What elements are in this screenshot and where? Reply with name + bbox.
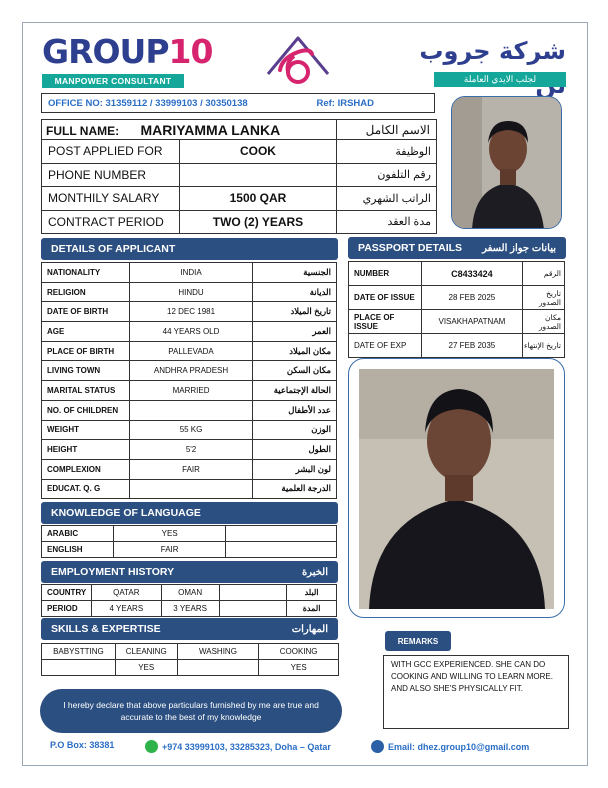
table-row <box>42 163 437 187</box>
table-row: YES YES <box>42 660 339 676</box>
applicant-photo-small <box>451 96 562 229</box>
fullname-label: FULL NAME: <box>46 123 120 138</box>
table-row: ENGLISH FAIR <box>42 542 337 558</box>
table-row: DATE OF EXP 27 FEB 2035 تاريخ الإنتهاء <box>349 334 565 358</box>
section-header-applicant <box>41 238 338 260</box>
section-header-employment <box>41 561 338 583</box>
row-arabic: مدة العقد <box>337 210 437 234</box>
footer-email[interactable]: Email: dhez.group10@gmail.com <box>371 740 529 753</box>
office-bar <box>41 93 435 113</box>
row-value <box>179 163 337 187</box>
fullname-arabic: الاسم الكامل <box>337 120 437 140</box>
company-logo-arabic: شركة جروب <box>419 37 566 65</box>
table-row: DATE OF BIRTH 12 DEC 1981 تاريخ الميلاد <box>42 302 337 322</box>
portrait-image <box>359 369 554 609</box>
table-row: HEIGHT 5'2 الطول <box>42 440 337 460</box>
basic-info-table <box>41 119 437 234</box>
table-row: RELIGION HINDU الديانة <box>42 282 337 302</box>
applicant-photo-large <box>348 358 565 618</box>
table-row: DATE OF ISSUE 28 FEB 2025 تاريخ الصدور <box>349 286 565 310</box>
section-title: DETAILS OF APPLICANT <box>51 243 176 255</box>
logo-subtitle: MANPOWER CONSULTANT <box>42 74 184 88</box>
section-header-language <box>41 502 338 524</box>
table-row <box>42 140 437 164</box>
row-value: 1500 QAR <box>179 187 337 211</box>
employment-table <box>41 584 337 617</box>
table-row: COMPLEXION FAIR لون البشر <box>42 459 337 479</box>
fullname-row <box>42 120 437 140</box>
remarks-header: REMARKS <box>385 631 451 651</box>
table-row: PERIOD 4 YEARS 3 YEARS المدة <box>42 601 337 617</box>
table-row: LIVING TOWN ANDHRA PRADESH مكان السكن <box>42 361 337 381</box>
row-label: POST APPLIED FOR <box>42 140 180 164</box>
table-row: WEIGHT 55 KG الوزن <box>42 420 337 440</box>
row-label: MONTHILY SALARY <box>42 187 180 211</box>
table-row: ARABIC YES <box>42 526 337 542</box>
row-arabic: الوظيفة <box>337 140 437 164</box>
section-title-arabic: الخبرة <box>301 566 328 578</box>
skills-table <box>41 643 339 676</box>
office-number: OFFICE NO: 31359112 / 33999103 / 30350138 <box>48 97 248 109</box>
language-table <box>41 525 337 558</box>
fullname-value: MARIYAMMA LANKA <box>140 121 281 138</box>
section-header-passport <box>348 237 566 259</box>
table-row <box>42 210 437 234</box>
declaration-text: I hereby declare that above particulars furnished by me are true and accurate to the best of my knowledge <box>63 700 319 722</box>
row-value: TWO (2) YEARS <box>179 210 337 234</box>
email-icon <box>371 740 384 753</box>
table-row <box>42 187 437 211</box>
table-row: PLACE OF ISSUE VISAKHAPATNAM مكان الصدور <box>349 310 565 334</box>
row-value: COOK <box>179 140 337 164</box>
footer-phone: +974 33999103, 33285323, Doha – Qatar <box>145 740 331 753</box>
section-title-arabic: بيانات جواز السفر <box>482 242 556 254</box>
section-title: SKILLS & EXPERTISE <box>51 623 161 635</box>
table-row: AGE 44 YEARS OLD العمر <box>42 322 337 342</box>
table-row: COUNTRY QATAR OMAN البلد <box>42 585 337 601</box>
section-title: EMPLOYMENT HISTORY <box>51 566 175 578</box>
table-row: MARITAL STATUS MARRIED الحالة الإجتماعية <box>42 381 337 401</box>
section-title-arabic: المهارات <box>291 623 328 635</box>
declaration <box>40 689 342 733</box>
section-title: KNOWLEDGE OF LANGUAGE <box>51 507 201 519</box>
row-label: PHONE NUMBER <box>42 163 180 187</box>
table-row: PLACE OF BIRTH PALLEVADA مكان الميلاد <box>42 341 337 361</box>
portrait-image <box>452 97 562 229</box>
row-label: CONTRACT PERIOD <box>42 210 180 234</box>
whatsapp-icon <box>145 740 158 753</box>
table-row: EDUCAT. Q. G الدرجة العلمية <box>42 479 337 499</box>
company-logo: GROUP10 <box>42 32 213 71</box>
remarks-text: WITH GCC EXPERIENCED. SHE CAN DO COOKING AND WILLING TO LEARN MORE. AND ALSO SHE'S PHYSICALLY FIT. <box>383 655 569 729</box>
table-row: NO. OF CHILDREN عدد الأطفال <box>42 400 337 420</box>
section-header-skills <box>41 618 338 640</box>
row-arabic: الراتب الشهري <box>337 187 437 211</box>
table-row: NATIONALITY INDIA الجنسية <box>42 263 337 283</box>
reference: Ref: IRSHAD <box>316 97 374 109</box>
emblem-icon <box>262 32 334 88</box>
table-row: NUMBER C8433424 الرقم <box>349 262 565 286</box>
row-arabic: رقم التلفون <box>337 163 437 187</box>
logo-subtitle-arabic: لجلب الايدي العاملة <box>434 72 566 87</box>
table-row: BABYSTTING CLEANING WASHING COOKING <box>42 644 339 660</box>
applicant-table <box>41 262 337 499</box>
passport-table <box>348 261 565 358</box>
footer-po-box: P.O Box: 38381 <box>50 740 115 750</box>
section-title: PASSPORT DETAILS <box>358 242 463 254</box>
